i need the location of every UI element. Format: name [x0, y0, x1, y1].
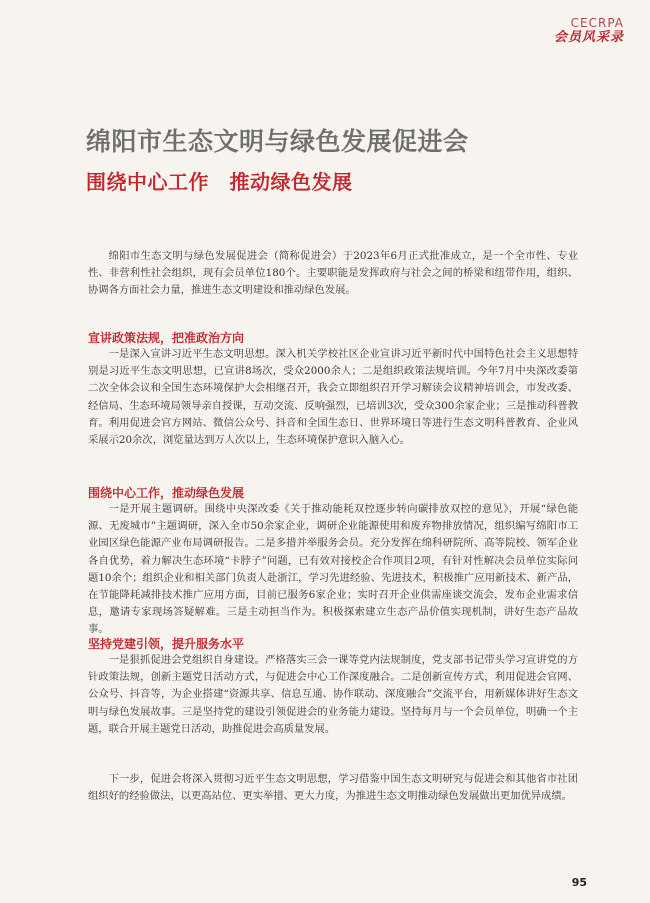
masthead-logo — [534, 16, 624, 50]
closing-paragraph: 下一步，促进会将深入贯彻习近平生态文明思想，学习借鉴中国生态文明研究与促进会和其他省市社团组织好的经验做法，以更高站位、更实举措、更大力度，为推进生态文明推动绿色发展做出更加优异成绩。 — [88, 773, 578, 803]
section-paragraph-policy: 一是深入宣讲习近平生态文明思想。深入机关学校社区企业宣讲习近平新时代中国特色社会主义思想特别是习近平生态文明思想，已宣讲8场次，受众2000余人；二是组织政策法规培训。今年7月中央深改委第二次全体会议和全国生态环境保护大会相继召开，我会立即组织召开学习解读会议精神培训会，市发改委、经信局、生态环境局领导亲自授课，互动交流、反响强烈，已培训3次，受众300余家企业；三是推动科普教育。利用促进会官方网站、微信公众号、抖音和全国生态日、世界环境日等进行生态文明科普教育、企业风采展示20余次，浏览量达到万人次以上，生态环境保护意识入脑入心。 — [88, 348, 578, 447]
section-heading-green-development: 围绕中心工作，推动绿色发展 — [88, 486, 245, 500]
article-title: 绵阳市生态文明与绿色发展促进会 — [86, 127, 469, 156]
masthead-column-name: 会员风采录 — [553, 30, 624, 45]
article-subtitle: 围绕中心工作 推动绿色发展 — [86, 170, 353, 194]
section-heading-policy: 宣讲政策法规，把准政治方向 — [88, 331, 245, 345]
section-paragraph-party-building: 一是狠抓促进会党组织自身建设。严格落实三会一课等党内法规制度，党支部书记带头学习宣讲党的方针政策法规，创新主题党日活动方式，与促进会中心工作深度融合。二是创新宣传方式，利用促进会官网、公众号、抖音等，为企业搭建“资源共享、信息互通、协作联动、深度融合”交流平台，用新媒体讲好生态文明与绿色发展故事。三是坚持党的建设引领促进会的业务能力建设。坚持每月与一个会员单位，明确一个主题，联合开展主题党日活动，助推促进会高质量发展。 — [88, 654, 578, 735]
intro-paragraph: 绵阳市生态文明与绿色发展促进会（简称促进会）于2023年6月正式批准成立，是一个全市性、专业性、非营利性社会组织，现有会员单位180个。主要职能是发挥政府与社会之间的桥梁和纽带作用，组织、协调各方面社会力量，推进生态文明建设和推动绿色发展。 — [88, 250, 578, 297]
masthead-latin: CECRPA — [570, 16, 624, 30]
section-heading-party-building: 坚持党建引领，提升服务水平 — [88, 637, 245, 651]
section-paragraph-green-development: 一是开展主题调研。围绕中央深改委《关于推动能耗双控逐步转向碳排放双控的意见》，开展“绿色能源、无废城市”主题调研，深入全市50余家企业，调研企业能源使用和废弃物排放情况，组织编写绵阳市工业园区绿色能源产业布局调研报告。二是多措并举服务会员。充分发挥在绵科研院所、高等院校、领军企业各自优势，着力解决生态环境“卡脖子”问题，已有效对接校企合作项目2项，有针对性解决会员单位实际问题10余个；组织企业和相关部门负责人赴浙江，学习先进经验、先进技术，积极推广应用新技术、新产品，在节能降耗减排技术推广应用方面，目前已服务6家企业；实时召开企业供需座谈交流会，发布企业需求信息，邀请专家现场答疑解难。三是主动担当作为。积极探索建立生态产品价值实现机制，讲好生态产品故事。 — [88, 503, 578, 636]
page-number: 95 — [571, 876, 587, 889]
